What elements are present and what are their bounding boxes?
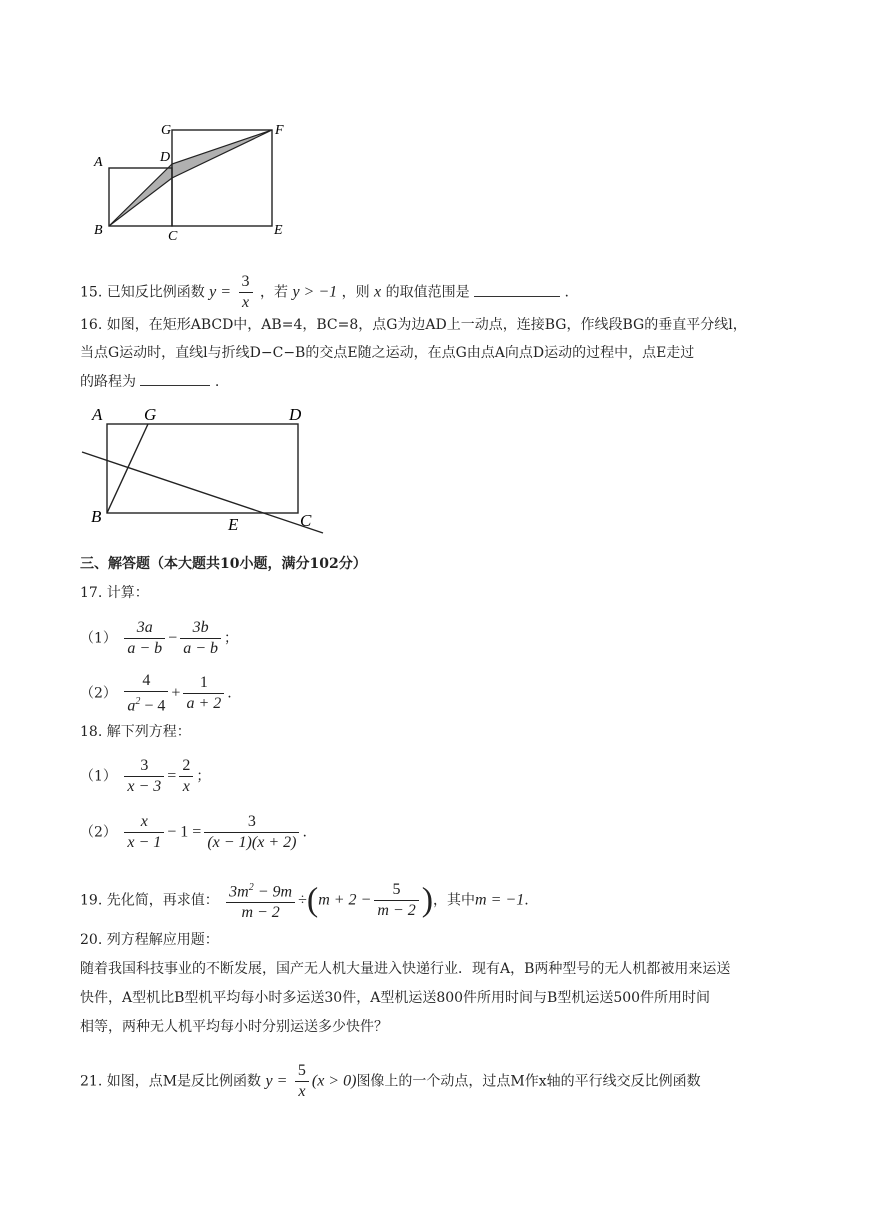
q18-p2-op: − 1 = xyxy=(167,823,202,841)
label-E: E xyxy=(228,515,239,534)
q19-left-paren: ( xyxy=(306,881,319,919)
q18-p2-frac2: $\frac{3}{(x - 1)(x + 2)}$ xyxy=(204,812,299,853)
q18-p2-frac1: $\frac{x}{x - 1}$ xyxy=(124,812,164,853)
q20-line1: 随着我国科技事业的不断发展，国产无人机大量进入快递行业．现有A，B两种型号的无人机都被用来运送 xyxy=(80,961,731,977)
q16-end: . xyxy=(214,374,220,390)
q15-suffix: 的取值范围是 xyxy=(385,284,470,301)
label-B: B xyxy=(94,223,103,238)
label-F: F xyxy=(275,123,284,138)
label-D: D xyxy=(160,150,171,165)
q18-part2 xyxy=(80,812,307,853)
q18-part1 xyxy=(80,756,210,797)
question-19 xyxy=(80,878,529,923)
q18-title: 18. 解下列方程： xyxy=(80,724,191,740)
q17-part1 xyxy=(80,618,238,659)
figure-rectangle-bisector xyxy=(78,400,328,535)
q18-p1-end: ； xyxy=(196,768,211,785)
q17-p1-frac2: $\frac{3b}{a - b}$ xyxy=(180,618,221,659)
large-square xyxy=(172,130,272,226)
label-E: E xyxy=(274,223,283,238)
q20-line2: 快件，A型机比B型机平均每小时多运送30件，A型机运送800件所用时间与B型机运送500件所用时间 xyxy=(80,990,711,1006)
q18-p1-op: = xyxy=(167,767,177,785)
label-B: B xyxy=(91,507,102,526)
line-l xyxy=(82,452,323,533)
label-G: G xyxy=(161,123,172,138)
q15-prefix: 15. 已知反比例函数 xyxy=(80,284,205,301)
q16-line2: 当点G运动时，直线l与折线D−C−B的交点E随之运动，在点G由点A向点D运动的过程中，点E走过 xyxy=(80,345,695,361)
q17-p2-op: + xyxy=(171,684,181,702)
q19-prefix: 19. 先化简，再求值： xyxy=(80,892,219,909)
question-15 xyxy=(80,272,569,313)
q15-mid2: ，则 xyxy=(341,284,370,301)
q18-p2-tag: （2） xyxy=(80,824,117,841)
q15-end: . xyxy=(564,284,569,301)
q17-p1-op: − xyxy=(168,629,178,647)
q19-frac2: $\frac{5}{m - 2}$ xyxy=(374,880,418,921)
label-C: C xyxy=(168,229,178,243)
question-21 xyxy=(80,1061,701,1102)
q15-answer-blank[interactable] xyxy=(474,295,560,297)
q19-inner: m + 2 − xyxy=(318,891,372,909)
q20-line3: 相等，两种无人机平均每小时分别运送多少快件？ xyxy=(80,1019,388,1035)
q16-answer-blank[interactable] xyxy=(140,384,210,386)
q15-condition: y > −1 xyxy=(292,283,338,301)
q19-end: . xyxy=(524,892,529,909)
figure-rectangles-shaded xyxy=(85,118,300,243)
q21-prefix: 21. 如图，点M是反比例函数 xyxy=(80,1073,262,1090)
label-A: A xyxy=(94,155,103,170)
q21-fraction: $\frac{5}{x}$ xyxy=(295,1061,309,1102)
q21-y-eq: y = xyxy=(265,1072,288,1090)
q17-p1-frac1: $\frac{3a}{a - b}$ xyxy=(124,618,165,659)
q19-op: ÷ xyxy=(298,891,307,909)
section-3-heading: 三、解答题（本大题共10小题，满分102分） xyxy=(80,556,367,572)
q19-frac1: $\frac{3m^2 - 9m}{m - 2}$ xyxy=(226,878,295,923)
q19-right-paren: ) xyxy=(421,881,434,919)
q15-var: x xyxy=(374,283,382,301)
q21-suffix: 图像上的一个动点，过点M作x轴的平行线交反比例函数 xyxy=(356,1073,701,1090)
q17-p1-end: ； xyxy=(224,630,238,647)
q17-p2-frac2: $\frac{1}{a + 2}$ xyxy=(183,673,224,714)
q18-p1-tag: （1） xyxy=(80,768,117,785)
q17-title: 17. 计算： xyxy=(80,585,149,601)
q20-title: 20. 列方程解应用题： xyxy=(80,932,219,948)
q16-line1: 16. 如图，在矩形ABCD中，AB=4，BC=8，点G为边AD上一动点，连接BG，作线段BG的垂直平分线l， xyxy=(80,317,747,333)
q16-line3-text: 的路程为 xyxy=(80,374,136,390)
q21-condition: (x > 0) xyxy=(311,1072,357,1090)
q17-p1-tag: （1） xyxy=(80,630,117,647)
q16-line3 xyxy=(80,372,219,392)
q15-mid: ，若 xyxy=(259,284,288,301)
q17-part2 xyxy=(80,671,232,716)
q19-condition: m = −1 xyxy=(475,891,525,909)
shaded-region xyxy=(109,130,272,226)
q17-p2-frac1: $\frac{4}{a^2 - 4}$ xyxy=(124,671,168,716)
label-A: A xyxy=(92,405,103,424)
q18-p1-frac2: $\frac{2}{x}$ xyxy=(179,756,193,797)
q18-p1-frac1: $\frac{3}{x - 3}$ xyxy=(124,756,164,797)
label-C: C xyxy=(300,511,312,530)
segment-BG xyxy=(107,424,148,513)
label-D: D xyxy=(289,405,302,424)
rectangle-ABCD xyxy=(107,424,298,513)
q19-mid: ，其中 xyxy=(433,892,476,909)
q17-p2-tag: （2） xyxy=(80,685,117,702)
label-G: G xyxy=(144,405,157,424)
q15-y-eq: y = xyxy=(209,283,232,301)
q17-p2-end: . xyxy=(227,685,232,702)
q15-fraction: $\frac{3}{x}$ xyxy=(239,272,253,313)
q18-p2-end: . xyxy=(302,824,307,841)
